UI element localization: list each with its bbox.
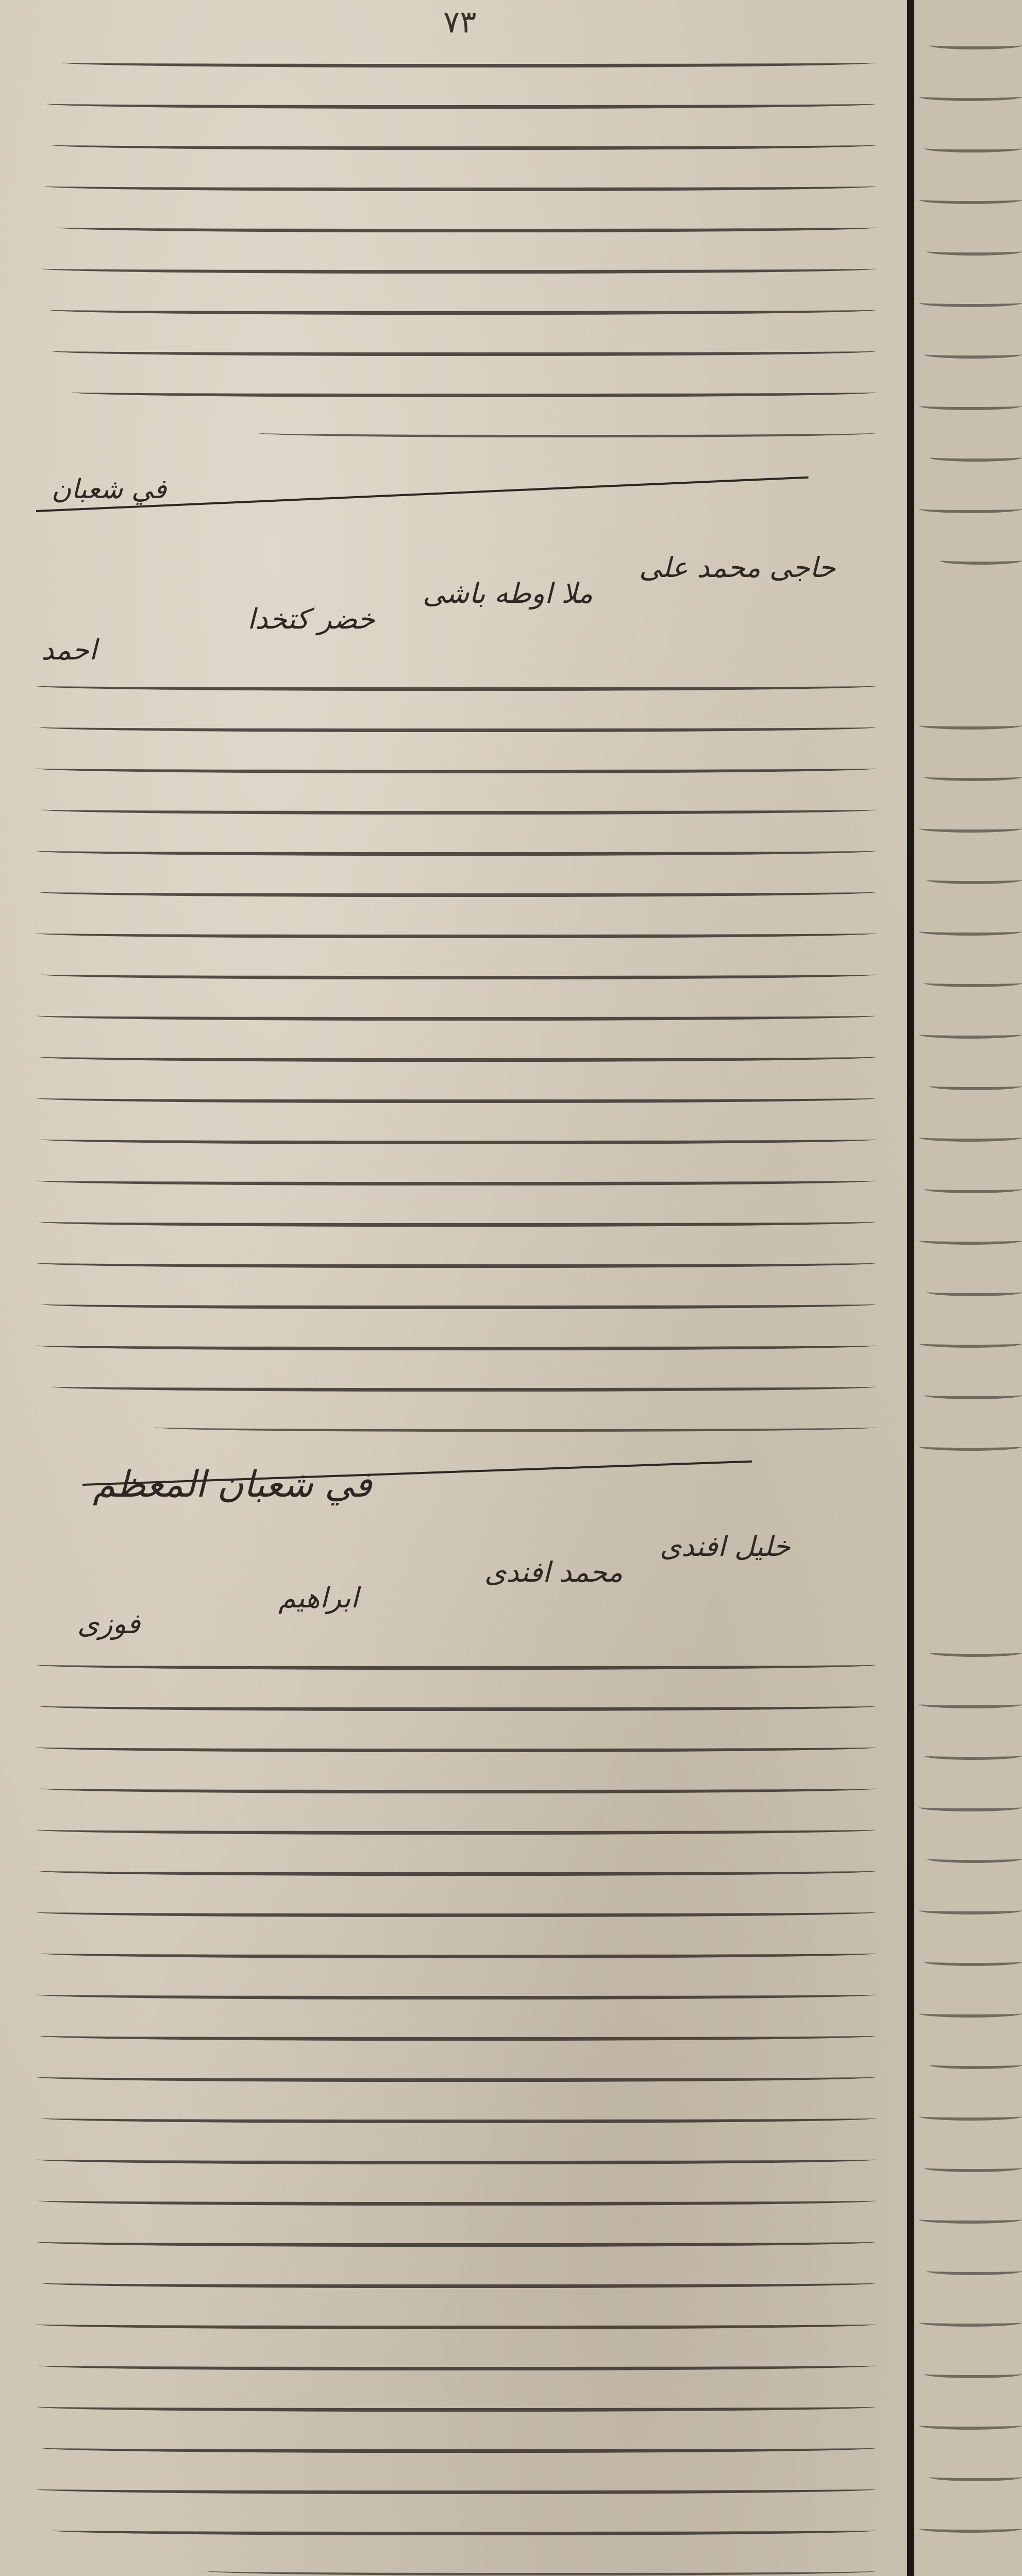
script-line bbox=[36, 2318, 876, 2329]
script-line bbox=[919, 1133, 1022, 1142]
script-line bbox=[919, 2524, 1022, 2533]
script-line bbox=[39, 1700, 876, 1711]
script-line bbox=[36, 2154, 876, 2164]
script-line bbox=[919, 299, 1022, 307]
script-line bbox=[924, 350, 1022, 359]
witness-name: ملا اوطه باشى bbox=[423, 577, 593, 609]
script-line bbox=[52, 345, 876, 356]
script-line bbox=[36, 2071, 876, 2082]
date-note: في شعبان bbox=[52, 474, 167, 505]
witness-name: ابراهيم bbox=[278, 1582, 359, 1614]
script-line bbox=[919, 1340, 1022, 1348]
script-line bbox=[929, 453, 1022, 462]
script-line bbox=[919, 505, 1022, 513]
script-line bbox=[924, 773, 1022, 781]
script-line bbox=[36, 680, 876, 691]
register-entry-3 bbox=[31, 1525, 876, 2576]
script-line bbox=[919, 2318, 1022, 2327]
script-line bbox=[919, 1906, 1022, 1914]
script-line bbox=[36, 1092, 876, 1103]
script-line bbox=[41, 1783, 876, 1793]
script-line bbox=[39, 886, 876, 897]
script-line bbox=[39, 2195, 876, 2206]
script-line bbox=[52, 139, 876, 150]
script-line bbox=[924, 979, 1022, 987]
script-line bbox=[39, 1865, 876, 1876]
witness-name: احمد bbox=[41, 634, 97, 666]
script-line bbox=[36, 845, 876, 856]
script-line bbox=[258, 428, 876, 437]
script-line bbox=[36, 1257, 876, 1268]
script-line bbox=[924, 144, 1022, 152]
script-line bbox=[929, 41, 1022, 49]
script-line bbox=[39, 1051, 876, 1062]
script-line bbox=[36, 1741, 876, 1752]
facing-page-fragment bbox=[914, 0, 1022, 2576]
register-entry-2 bbox=[31, 546, 876, 1515]
script-line bbox=[919, 2112, 1022, 2121]
script-line bbox=[36, 1659, 876, 1670]
script-line bbox=[919, 1030, 1022, 1039]
script-line bbox=[36, 1010, 876, 1021]
witness-name: محمد افندى bbox=[484, 1556, 623, 1588]
script-line bbox=[36, 1989, 876, 1999]
script-line bbox=[36, 1824, 876, 1835]
script-line bbox=[919, 1700, 1022, 1708]
script-line bbox=[919, 1803, 1022, 1811]
script-line bbox=[924, 1752, 1022, 1760]
script-line bbox=[41, 2112, 876, 2123]
script-line bbox=[57, 222, 876, 232]
script-line bbox=[39, 1216, 876, 1227]
script-line bbox=[36, 1906, 876, 1917]
script-line bbox=[46, 98, 876, 109]
script-line bbox=[919, 2009, 1022, 2018]
script-line bbox=[206, 2566, 876, 2575]
script-line bbox=[39, 2030, 876, 2041]
script-line bbox=[929, 2061, 1022, 2069]
script-line bbox=[929, 2473, 1022, 2481]
script-line bbox=[41, 263, 876, 274]
date-note: في شعبان المعظم bbox=[93, 1463, 372, 1505]
witness-name: حاجى محمد على bbox=[639, 551, 836, 584]
register-entry-1 bbox=[31, 46, 876, 562]
script-line bbox=[924, 1958, 1022, 1966]
script-line bbox=[927, 2267, 1022, 2275]
script-line bbox=[36, 2236, 876, 2247]
script-line bbox=[41, 2277, 876, 2288]
script-line bbox=[36, 2483, 876, 2494]
script-line bbox=[919, 2421, 1022, 2430]
script-line bbox=[919, 1236, 1022, 1245]
script-line bbox=[927, 1288, 1022, 1296]
script-line bbox=[72, 386, 876, 397]
script-line bbox=[36, 1340, 876, 1350]
script-line bbox=[41, 1298, 876, 1309]
script-line bbox=[919, 1443, 1022, 1451]
witness-name: خضر كتخدا bbox=[247, 603, 375, 635]
script-line bbox=[929, 1649, 1022, 1657]
script-line bbox=[36, 762, 876, 773]
script-line bbox=[919, 721, 1022, 730]
script-line bbox=[155, 1422, 876, 1432]
script-line bbox=[919, 93, 1022, 101]
script-line bbox=[919, 402, 1022, 410]
script-line bbox=[39, 721, 876, 732]
witness-name: خليل افندى bbox=[660, 1530, 791, 1563]
script-line bbox=[924, 1391, 1022, 1399]
script-line bbox=[940, 556, 1022, 565]
script-line bbox=[929, 1082, 1022, 1090]
script-line bbox=[36, 2401, 876, 2412]
script-line bbox=[924, 1185, 1022, 1193]
script-line bbox=[924, 2370, 1022, 2378]
script-line bbox=[919, 196, 1022, 204]
script-line bbox=[924, 2164, 1022, 2172]
script-line bbox=[41, 1947, 876, 1958]
page-gutter bbox=[907, 0, 914, 2576]
script-line bbox=[41, 804, 876, 815]
script-line bbox=[52, 1381, 876, 1392]
script-line bbox=[927, 247, 1022, 256]
script-line bbox=[41, 1133, 876, 1144]
script-line bbox=[36, 927, 876, 938]
folio-number: ٧٣ bbox=[443, 4, 477, 40]
script-line bbox=[41, 2442, 876, 2453]
script-line bbox=[44, 180, 876, 191]
script-line bbox=[919, 824, 1022, 833]
script-line bbox=[36, 1175, 876, 1185]
script-line bbox=[62, 57, 876, 67]
script-line bbox=[919, 927, 1022, 936]
script-line bbox=[927, 1855, 1022, 1863]
script-line bbox=[49, 304, 876, 315]
script-line bbox=[39, 2360, 876, 2370]
script-line bbox=[52, 2524, 876, 2535]
script-line bbox=[927, 876, 1022, 884]
script-line bbox=[919, 2215, 1022, 2224]
witness-name: فوزى bbox=[77, 1607, 141, 1640]
script-line bbox=[41, 969, 876, 979]
